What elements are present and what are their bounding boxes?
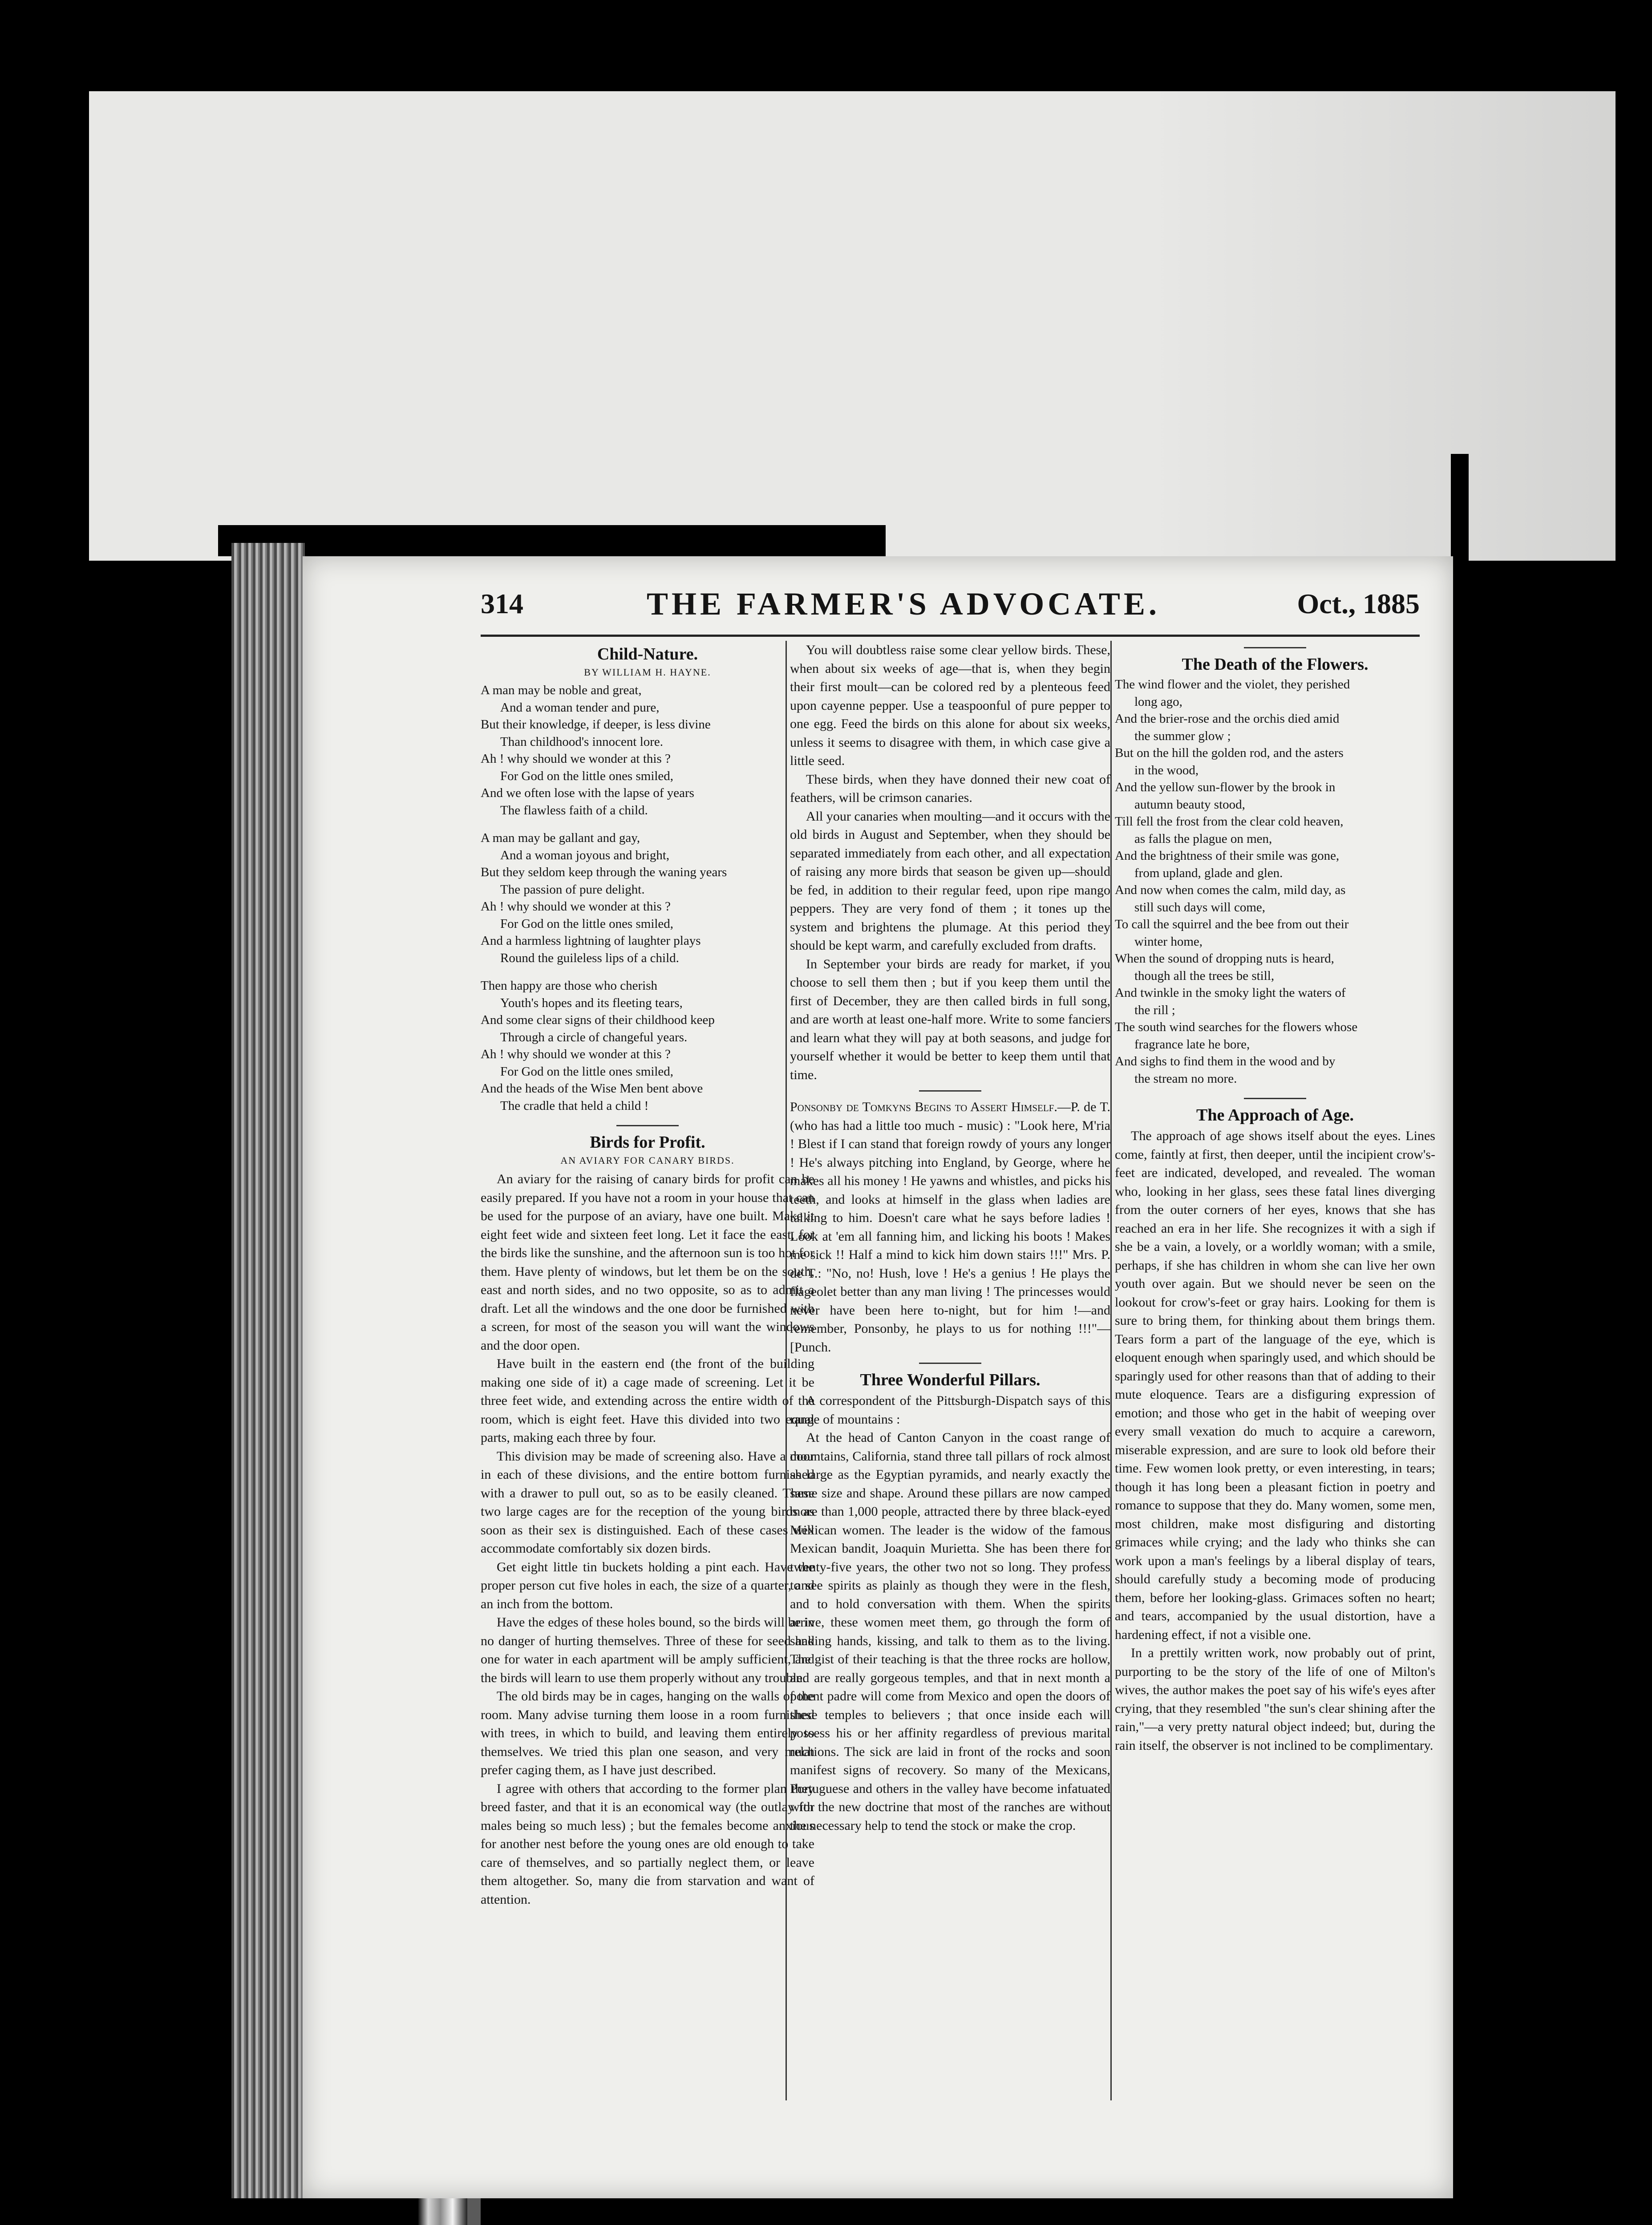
three-pillars-intro: A correspondent of the Pittsburgh-Dispatch says of this range of mountains : — [790, 1393, 1110, 1427]
facing-page-margin — [71, 91, 1616, 561]
birds-for-profit-body — [481, 1170, 814, 1909]
poem-line: The flawless faith of a child. — [500, 803, 648, 817]
poem-line: For God on the little ones smiled, — [500, 1064, 674, 1079]
column-2 — [790, 641, 1110, 2100]
poem-line: And the yellow sun-flower by the brook in — [1115, 780, 1336, 794]
poem-line: Ah ! why should we wonder at this ? — [481, 1047, 671, 1061]
section-divider — [919, 1090, 981, 1092]
approach-of-age-paragraph: In a prettily written work, now probably out of print, purporting to be the story of the life of one of Milton's wives, the author makes the poet say of his wife's eyes after crying, that they resembled "the sun's clear shining after the rain,"—a very pretty natural object indeed; but, during the rain itself, the observer is not inclined to be complimentary. — [1115, 1646, 1435, 1753]
poem-line: And the heads of the Wise Men bent above — [481, 1081, 703, 1096]
poem-line: But on the hill the golden rod, and the asters — [1115, 746, 1344, 760]
poem-stanza — [481, 682, 814, 819]
margin-edge-shadow — [71, 91, 89, 561]
birds-paragraph: In September your birds are ready for market, if you choose to sell them then ; but if you keep them until the first of December, they are then called birds in full song, and are worth at least one-half more. Write to some fanciers and learn what they will pay at both seasons, and judge for yourself whether it would be better to keep them until that time. — [790, 956, 1110, 1082]
death-of-flowers-title: The Death of the Flowers. — [1182, 655, 1369, 674]
death-of-flowers-poem — [1115, 676, 1435, 1087]
poem-line: in the wood, — [1134, 763, 1199, 777]
child-nature-title: Child-Nature. — [597, 645, 698, 663]
right-binding-shadow — [1451, 454, 1469, 2225]
birds-paragraph: All your canaries when moulting—and it occurs with the old birds in August and September, when they should be separated immediately from each other, and all expectation of raising any more birds that season be given up—should be fed, in addition to their regular feed, upon ripe mango peppers. They are very fond of them ; it tones up the system and brightens the plumage. At this period they should be kept warm, and carefully excluded from drafts. — [790, 809, 1110, 953]
poem-line: And some clear signs of their childhood keep — [481, 1013, 715, 1027]
poem-line: Round the guileless lips of a child. — [500, 951, 679, 965]
poem-line: The passion of pure delight. — [500, 882, 645, 897]
section-divider — [1244, 1098, 1306, 1099]
approach-of-age-title: The Approach of Age. — [1196, 1106, 1354, 1125]
column-1 — [481, 641, 814, 2100]
poem-line: The cradle that held a child ! — [500, 1098, 649, 1113]
binding-top-shadow — [218, 525, 886, 556]
section-divider — [919, 1363, 981, 1364]
poem-line: And the brier-rose and the orchis died amid — [1115, 712, 1340, 726]
poem-line: fragrance late he bore, — [1134, 1037, 1250, 1052]
birds-for-profit-subtitle: AN AVIARY FOR CANARY BIRDS. — [560, 1155, 735, 1166]
poem-line: When the sound of dropping nuts is heard, — [1115, 951, 1334, 966]
poem-line: To call the squirrel and the bee from out their — [1115, 917, 1349, 931]
poem-line: A man may be gallant and gay, — [481, 831, 640, 845]
poem-line: Till fell the frost from the clear cold heaven, — [1115, 814, 1344, 829]
column-rule — [1110, 641, 1112, 2100]
birds-for-profit-continued — [790, 641, 1110, 1084]
poem-line: as falls the plague on men, — [1134, 831, 1272, 846]
poem-line: And twinkle in the smoky light the waters of — [1115, 986, 1346, 1000]
three-pillars-title: Three Wonderful Pillars. — [860, 1371, 1041, 1389]
poem-line: the rill ; — [1134, 1003, 1175, 1017]
column-3 — [1115, 641, 1435, 2100]
poem-stanza — [481, 977, 814, 1114]
poem-line: The south wind searches for the flowers whose — [1115, 1020, 1358, 1034]
birds-paragraph: The old birds may be in cages, hanging on the walls of the room. Many advise turning them loose in a room furnished with trees, in which to build, and leaving them entirely to themselves. We tried this plan one season, and very much prefer caging them, as I have just described. — [481, 1689, 814, 1777]
poem-line: long ago, — [1134, 694, 1182, 709]
birds-paragraph: Get eight little tin buckets holding a pint each. Have the proper person cut five holes in each, the size of a quarter, and an inch from the bottom. — [481, 1559, 814, 1611]
birds-for-profit-title: Birds for Profit. — [590, 1133, 705, 1152]
three-pillars-body: At the head of Canton Canyon in the coast range of mountains, California, stand three tall pillars of rock almost as large as the Egyptian pyramids, and nearly exactly the same size and shape. Around these pillars are now camped more than 1,000 people, attracted there by three black-eyed Mexican women. The leader is the widow of the famous Mexican bandit, Joaquin Murietta. She has been there for twenty-five years, the other two not so long. They profess to see spirits as plainly as though they were in the flesh, and to hold conversation with them. When the spirits arrive, these women meet them, go through the form of shaking hands, kissing, and talk to them as to the living. The gist of their teaching is that the three rocks are hollow, and are really gorgeous temples, and that in next month a potent padre will come from Mexico and open the doors of these temples to believers ; that once inside each will possess his or her affinity regardless of previous marital relations. The sick are laid in front of the rocks and soon manifest signs of recovery. So many of the Mexicans, Portuguese and others in the valley have become infatuated with the new doctrine that most of the ranches are without the necessary help to tend the stock or make the crop. — [790, 1430, 1110, 1833]
binding-clip — [418, 2198, 467, 2225]
poem-line: And sighs to find them in the wood and by — [1115, 1054, 1336, 1068]
poem-line: For God on the little ones smiled, — [500, 916, 674, 931]
poem-line: And a woman tender and pure, — [500, 700, 660, 715]
section-divider — [616, 1125, 679, 1126]
newspaper-page — [303, 556, 1453, 2198]
poem-line: Than childhood's innocent lore. — [500, 734, 664, 749]
poem-line: Ah ! why should we wonder at this ? — [481, 752, 671, 766]
ponsonby-item — [790, 1098, 1110, 1356]
issue-date: Oct., 1885 — [1297, 588, 1420, 619]
poem-line: And a woman joyous and bright, — [500, 848, 670, 862]
poem-line: autumn beauty stood, — [1134, 797, 1245, 812]
poem-line: Then happy are those who cherish — [481, 979, 658, 993]
poem-line: But their knowledge, if deeper, is less divine — [481, 717, 711, 732]
ponsonby-text: —P. de T. (who has had a little too much - music) : "Look here, M'ria ! Blest if I can stand that foreign rowdy of yours any longer ! He's always pitching into England, by George, where he makes all his money ! He yawns and whistles, and picks his teeth, and looks at himself in the glass when ladies are talking to him. Doesn't care what he says before ladies ! Look at 'em all fanning him, and licking his boots ! Makes me sick !! Half a mind to kick him down stairs !!!" Mrs. P. de T.: "No, no! Hush, love ! He's a genius ! He plays the flageolet better than any man living ! The princesses would never have been here to-night, but for him !—and remember, Ponsonby, he plays to us for nothing !!!"—[Punch. — [790, 1100, 1110, 1355]
poem-stanza — [481, 829, 814, 967]
birds-paragraph: Have built in the eastern end (the front of the building making one side of it) a cage made of screening. Let it be three feet wide, and extending across the entire width of the room, which is eight feet. Have this divided into two equal parts, making each three by four. — [481, 1356, 814, 1445]
poem-line: And we often lose with the lapse of years — [481, 786, 694, 800]
birds-paragraph: An aviary for the raising of canary birds for profit can be easily prepared. If you have not a room in your house that can be used for the purpose of an aviary, have one built. Make it eight feet wide and sixteen feet long. Let it face the east, for the birds like the sunshine, and the afternoon sun is too hot for them. Have plenty of windows, but let them be on the south, east and north sides, and no two opposite, so as to admit a draft. Let all the windows and the one door be furnished with a screen, for most of the season you will want the windows and the door open. — [481, 1172, 814, 1353]
birds-paragraph: Have the edges of these holes bound, so the birds will be in no danger of hurting themselves. Three of these for seed and one for water in each apartment will be amply sufficient, and the birds will learn to use them properly without any trouble. — [481, 1615, 814, 1685]
poem-line: Youth's hopes and its fleeting tears, — [500, 995, 683, 1010]
poem-line: winter home, — [1134, 934, 1203, 949]
approach-of-age-paragraph: The approach of age shows itself about the eyes. Lines come, faintly at first, then deeper, until the incipient crow's-feet are indicated, developed, and revealed. The woman who, looking in her glass, sees these fatal lines diverging from the outer corners of her eyes, knows that she has reached an era in her life. She recognizes it with a sigh if she be a vain, a lovely, or a worldly woman; with a smile, perhaps, if she has children in whom she can live her own youth over again. But we should never be seen on the lookout for crow's-feet or gray hairs. Looking for them is sure to bring them, for thinking about them brings them. Tears form a part of the language of the eye, which is eloquent enough when sparingly used, and which should be sparingly used for other reasons than that of adding to their mute eloquence. Tears are a disfiguring expression of emotion; and those who get in the habit of weeping over every small vexation do much to acquire a careworn, miserable expression, and are sure to look old before their time. Few women look pretty, or even interesting, in tears; though it has long been a pleasant fiction in poetry and romance to suppose that they do. Many women, some men, most children, make most disfiguring and distorting grimaces while crying; and the lady who thinks she can work upon a man's feelings by a liberal display of tears, should carefully study a becoming mode of producing them, before her looking-glass. Grimaces soften no heart; and tears, accompanied by the usual distortion, have a hardening effect, if not a visible one. — [1115, 1129, 1435, 1642]
binding-clip-shadow — [467, 2198, 481, 2225]
poem-line: the summer glow ; — [1134, 728, 1231, 743]
section-divider — [1244, 647, 1306, 648]
poem-line: And now when comes the calm, mild day, as — [1115, 883, 1346, 897]
poem-line: But they seldom keep through the waning years — [481, 865, 727, 879]
ponsonby-heading: Ponsonby de Tomkyns Begins to Assert Himself. — [790, 1100, 1057, 1114]
poem-line: still such days will come, — [1134, 900, 1265, 914]
birds-paragraph: These birds, when they have donned their new coat of feathers, will be crimson canaries. — [790, 772, 1110, 805]
child-nature-poem — [481, 682, 814, 1114]
poem-line: And the brightness of their smile was gone, — [1115, 849, 1340, 863]
margin-fade — [1148, 91, 1616, 561]
poem-line: The wind flower and the violet, they perished — [1115, 677, 1350, 692]
poem-line: And a harmless lightning of laughter plays — [481, 934, 701, 948]
poem-line: A man may be noble and great, — [481, 683, 642, 697]
poem-line: Through a circle of changeful years. — [500, 1030, 688, 1044]
masthead-rule — [481, 635, 1420, 637]
child-nature-byline: BY WILLIAM H. HAYNE. — [584, 667, 711, 678]
birds-paragraph: You will doubtless raise some clear yellow birds. These, when about six weeks of age—that is, when they begin their first moult—can be colored red by a plenteous feed upon cayenne pepper. Use a teaspoonful of pure pepper to one egg. Feed the birds on this alone for about six weeks, unless it seems to disagree with them, in which case give a little seed. — [790, 643, 1110, 768]
birds-paragraph: I agree with others that according to the former plan they breed faster, and that it is an economical way (the outlay for males being so much less) ; but the females become anxious for another nest before the young ones are old enough to take care of themselves, and so partially neglect them, or leave them altogether. So, many die from starvation and want of attention. — [481, 1781, 814, 1907]
masthead-title: THE FARMER'S ADVOCATE. — [647, 586, 1160, 622]
page-edge-stack — [231, 543, 305, 2198]
poem-line: from upland, glade and glen. — [1134, 866, 1283, 880]
poem-line: Ah ! why should we wonder at this ? — [481, 899, 671, 914]
birds-paragraph: This division may be made of screening also. Have a door in each of these divisions, and the entire bottom furnished with a drawer to pull out, so as to be easily cleaned. These two large cages are for the reception of the young birds as soon as their sex is distinguished. Each of these cases will accommodate comfortably six dozen birds. — [481, 1448, 814, 1556]
poem-line: though all the trees be still, — [1134, 968, 1275, 983]
poem-line: the stream no more. — [1134, 1071, 1237, 1086]
masthead — [481, 587, 1420, 636]
page-number: 314 — [481, 588, 523, 619]
poem-line: For God on the little ones smiled, — [500, 769, 674, 783]
